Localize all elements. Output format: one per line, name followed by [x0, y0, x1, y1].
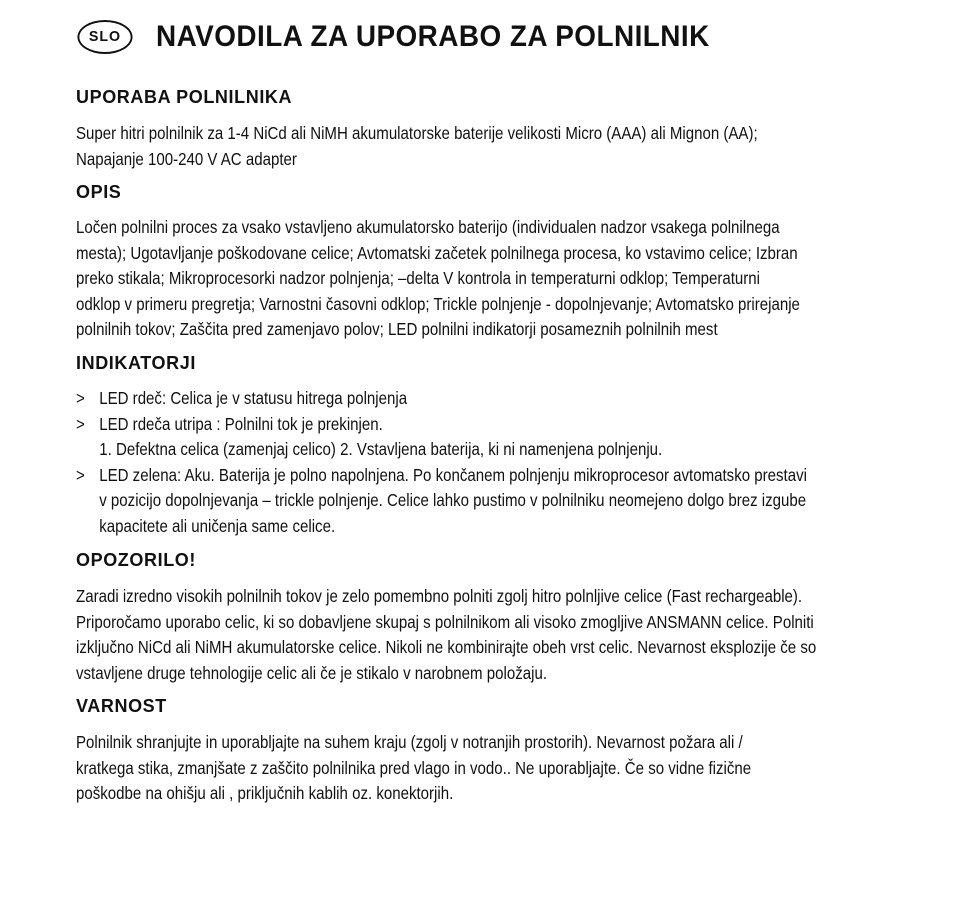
text-line: odklop v primeru pregretja; Varnostni časovni odklop; Trickle polnjenje - dopolnjevanje; Avtomatsko prirejanje: [76, 293, 800, 314]
text-line: kapacitete ali uničenja same celice.: [99, 515, 336, 536]
text-line: Super hitri polnilnik za 1-4 NiCd ali NiMH akumulatorske baterije velikosti Micro (AAA) ali Mignon (AA);: [76, 123, 758, 143]
section-heading-opis: OPIS: [76, 182, 122, 202]
text-line: 1. Defektna celica (zamenjaj celico) 2. Vstavljena baterija, ki ni namenjena polnjenju.: [99, 439, 663, 459]
section-heading-varnost: VARNOST: [76, 696, 167, 716]
section-heading-uporaba: UPORABA POLNILNIKA: [76, 87, 293, 107]
bullet-marker: >: [76, 388, 85, 408]
text-line: mesta); Ugotavljanje poškodovane celice; Avtomatski začetek polnilnega procesa, ko vstavimo celice; Izbran: [76, 242, 798, 263]
list-item: [76, 463, 833, 540]
list-item: [76, 412, 833, 463]
indicator-list: [76, 386, 833, 539]
text-line: preko stikala; Mikroprocesorki nadzor polnjenja; –delta V kontrola in temperaturni odklop; Temperaturni: [76, 268, 761, 288]
text-line: vstavljene druge tehnologije celic ali če je stikalo v narobnem položaju.: [76, 662, 548, 683]
text-line: Priporočamo uporabo celic, ki so dobavljene skupaj s polnilnikom ali visoko zmogljive ANSMANN celice. Polniti: [76, 611, 814, 632]
text-line: v pozicijo dopolnjevanja – trickle polnjenje. Celice lahko pustimo v polnilniku neomejeno dolgo brez izgube: [99, 490, 807, 510]
text-line: Ločen polnilni proces za vsako vstavljeno akumulatorsko baterijo (individualen nadzor vsakega polnilnega: [76, 217, 780, 237]
section-text-varnost: [76, 730, 833, 807]
text-line: LED rdeč: Celica je v statusu hitrega polnjenja: [99, 388, 408, 408]
section-heading-opozorilo: OPOZORILO!: [76, 550, 196, 570]
bullet-marker: >: [76, 464, 85, 485]
text-line: kratkega stika, zmanjšate z zaščito polnilnika pred vlago in vodo.. Ne uporabljajte. Če so vidne fizične: [76, 757, 752, 778]
text-line: Polnilnik shranjujte in uporabljajte na suhem kraju (zgolj v notranjih prostorih). Nevarnost požara ali /: [76, 732, 743, 752]
section-text-opis: [76, 215, 833, 343]
text-line: LED rdeča utripa : Polnilni tok je prekinjen.: [99, 413, 383, 434]
language-badge: SLO: [77, 20, 132, 54]
section-text-uporaba: [76, 121, 833, 172]
text-line: Zaradi izredno visokih polnilnih tokov je zelo pomembno polniti zgolj hitro polnljive celice (Fast rechargeable).: [76, 586, 803, 606]
section-text-opozorilo: [76, 584, 833, 686]
list-item: [76, 386, 833, 412]
text-line: izključno NiCd ali NiMH akumulatorske celice. Nikoli ne kombinirajte obeh vrst celic. Nevarnost eksplozije če so: [76, 637, 817, 657]
text-line: polnilnih tokov; Zaščita pred zamenjavo polov; LED polnilni indikatorji posameznih polnilnih mest: [76, 319, 718, 339]
page-title: NAVODILA ZA UPORABO ZA POLNILNIK: [156, 20, 710, 53]
section-heading-indikatorji: INDIKATORJI: [76, 353, 196, 373]
text-line: poškodbe na ohišju ali , priključnih kablih oz. konektorjih.: [76, 783, 454, 803]
text-line: LED zelena: Aku. Baterija je polno napolnjena. Po končanem polnjenju mikroprocesor avtomatsko prestavi: [99, 464, 807, 485]
title-row: [76, 20, 751, 54]
text-line: Napajanje 100-240 V AC adapter: [76, 148, 297, 169]
bullet-marker: >: [76, 413, 85, 434]
